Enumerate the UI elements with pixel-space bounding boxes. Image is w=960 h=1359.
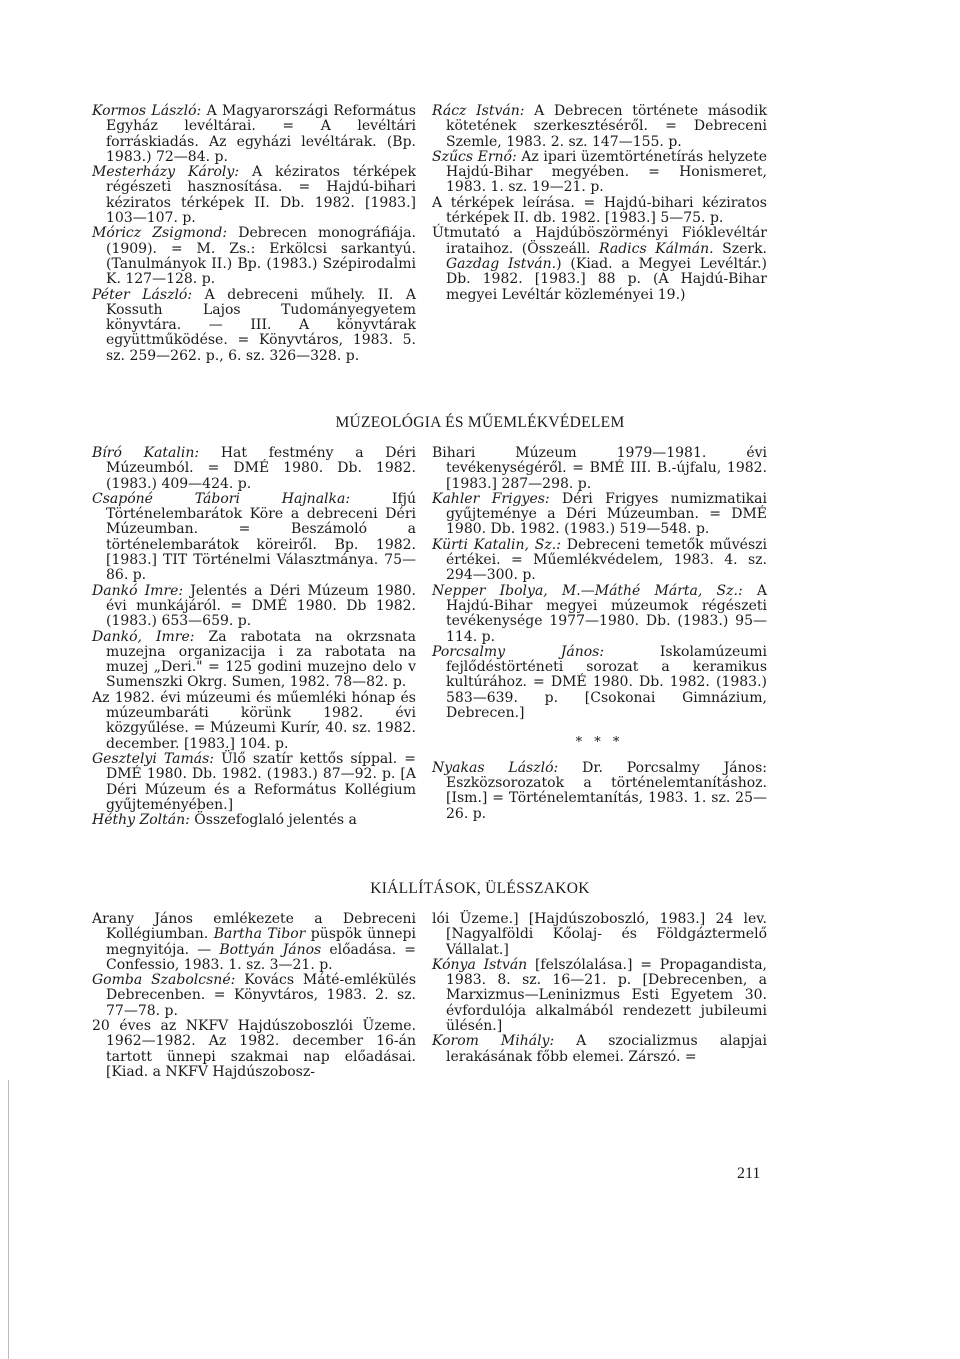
bib-entry — [92, 492, 416, 584]
entry-person: Bartha Tibor — [213, 926, 306, 943]
entry-author: Nepper Ibolya, M.—Máthé Márta, Sz.: — [432, 582, 743, 599]
entry-text: A Hajdú-Bihar megyei múzeumok régészeti tevékenysége 1977—1980. Db. (1983.) 95—114. p. — [446, 582, 768, 645]
exhib-right-column — [432, 912, 767, 1065]
bib-entry — [432, 1034, 767, 1065]
entry-author: Nyakas László: — [432, 759, 559, 776]
scan-edge-line — [8, 1080, 9, 1359]
entry-author: Kónya István — [432, 956, 528, 973]
entry-author: Kormos László: — [92, 103, 202, 119]
section-heading-museology: MÚZEOLÓGIA ÉS MŰEMLÉKVÉDELEM — [335, 414, 625, 431]
bib-entry — [92, 446, 416, 492]
entry-author: Rácz István: — [432, 103, 525, 119]
entry-author: Csapóné Tábori Hajnalka: — [92, 490, 351, 507]
bib-entry — [92, 104, 416, 165]
bib-entry — [432, 226, 767, 302]
bib-entry — [92, 752, 416, 813]
entry-text: A Magyarországi Református Egyház levéltárai. = A levéltári forráskiadás. Az egyházi levéltárak. (Bp. 1983.) 72—84. p. — [106, 103, 416, 165]
continued-entry: Bihari Múzeum 1979—1981. évi tevékenységéről. = BMÉ III. B.-újfalu, 1982. [1983.] 287—298. p. — [432, 445, 767, 492]
entry-author: Péter László: — [92, 286, 193, 303]
bib-entry — [432, 761, 767, 822]
entry-author: Gesztelyi Tamás: — [92, 750, 214, 767]
section-heading-exhibitions: KIÁLLÍTÁSOK, ÜLÉSSZAKOK — [370, 880, 590, 897]
entry-text: A szocializmus alapjai lerakásának főbb elemei. Zárszó. = — [446, 1033, 767, 1065]
entry-text: A kéziratos térképek régészeti hasznosítása. = Hajdú-bihari kéziratos térképek II. Db. 1982. [1983.] 103—107. p. — [106, 164, 416, 227]
entry-author: Dankó, Imre: — [92, 628, 195, 645]
bib-entry — [92, 288, 416, 364]
bib-entry — [92, 973, 416, 1019]
entry-text: előadása. = Confessio, 1983. 1. sz. 3—21. p. — [106, 941, 416, 973]
bib-entry — [92, 1019, 416, 1080]
entry-author: Szűcs Ernő: — [432, 148, 517, 165]
bib-entry — [432, 150, 767, 196]
entry-editor: Gazdag István. — [446, 255, 557, 272]
top-right-column — [432, 104, 767, 303]
bib-entry — [92, 630, 416, 691]
entry-text: Összefoglaló jelentés a — [189, 812, 357, 829]
bib-entry — [92, 691, 416, 752]
entry-text: Déri Frigyes numizmatikai gyűjteménye a Déri Múzeumban. = DMÉ 1980. Db. 1982. (1983.) 519—548. p. — [446, 490, 767, 538]
entry-author: Dankó Imre: — [92, 582, 184, 599]
entry-text: Ifjú Történelembarátok Köre a debreceni Déri Múzeumban. = Beszámoló a történelembarátok köreiről. Bp. 1982. [1983.] TIT Történelmi Választmánya. 75—86. p. — [106, 490, 416, 584]
bib-entry — [92, 813, 416, 828]
entry-text: Útmutató a Hajdúböszörményi Fióklevéltár irataihoz. (Összeáll. — [432, 225, 767, 257]
entry-text: Hat festmény a Déri Múzeumból. = DMÉ 1980. Db. 1982. (1983.) 409—424. p. — [106, 445, 416, 492]
entry-author: Bíró Katalin: — [92, 445, 200, 461]
entry-text: Debreceni temetők művészi értékei. = Műemlékvédelem, 1983. 4. sz. 294—300. p. — [446, 536, 767, 584]
bib-entry — [432, 645, 767, 721]
continued-entry: lói Üzeme.] [Hajdúszoboszló, 1983.] 24 lev. [Nagyalföldi Kőolaj- és Földgáztermelő Vállalat.] — [432, 911, 767, 958]
museum-right-column — [432, 446, 767, 822]
entry-text: 20 éves az NKFV Hajdúszoboszlói Üzeme. 1962—1982. Az 1982. december 16-án tartott ünnepi szakmai nap előadásai. [Kiad. a NKFV Hajdúszobosz- — [92, 1018, 416, 1080]
entry-text: A Debrecen története második kötetének szerkesztéséről. = Debreceni Szemle, 1983. 2. sz. 147—155. p. — [446, 103, 767, 150]
bib-entry — [432, 958, 767, 1034]
entry-person: Bottyán János — [219, 941, 322, 958]
entry-text: Za rabotata na okrzsnata muzejna organizacija i za rabotata na muzej „Deri." = 125 godini muzejno delo v Sumenszki Okrg. Sumen, 1982. 78—82. p. — [106, 628, 416, 691]
entry-text: Ülő szatír kettős síppal. = DMÉ 1980. Db. 1982. (1983.) 87—92. p. [A Déri Múzeum és a Református Kollégium gyűjteményében.] — [106, 750, 416, 813]
bib-entry — [432, 104, 767, 150]
entry-compiler: Radics Kálmán. — [599, 240, 714, 257]
entry-author: Gomba Szabolcsné: — [92, 972, 236, 989]
entry-text: Debrecen monográfiája. (1909). = M. Zs.: Erkölcsi sarkantyú. (Tanulmányok II.) Bp. (1983.) Szépirodalmi K. 127—128. p. — [106, 225, 416, 288]
bib-entry — [92, 226, 416, 287]
entry-text: A térképek leírása. = Hajdú-bihari kéziratos térképek II. db. 1982. [1983.] 5—75. p. — [432, 194, 767, 227]
entry-author: Kürti Katalin, Sz.: — [432, 536, 561, 553]
bib-entry — [432, 584, 767, 645]
entry-author: Mesterházy Károly: — [92, 164, 240, 181]
bib-entry — [92, 584, 416, 630]
entry-text: [felszólalása.] = Propagandista, 1983. 8. sz. 16—21. p. [Debrecenben, a Marxizmus—Leninizmus Esti Egyetem 30. évfordulója alkalmából rendezett jubileumi ülésén.] — [446, 956, 767, 1035]
museum-left-column — [92, 446, 416, 828]
entry-author: Porcsalmy János: — [432, 643, 605, 660]
entry-author: Kahler Frigyes: — [432, 490, 550, 507]
entry-text: Dr. Porcsalmy János: Eszközsorozatok a történelemtanításhoz. [Ism.] = Történelemtanítás, 1983. 1. sz. 25—26. p. — [446, 759, 767, 822]
entry-text: Szerk. — [713, 240, 767, 257]
entry-text: Iskolamúzeumi fejlődéstörténeti sorozat a keramikus kultúrához. = DMÉ 1980. Db. 1982. (1983.) 583—639. p. [Csokonai Gimnázium, Debrecen.] — [446, 643, 768, 722]
section-separator-stars: * * * — [575, 735, 624, 751]
bib-entry — [92, 165, 416, 226]
bib-entry — [432, 196, 767, 227]
bib-entry — [92, 912, 416, 973]
entry-text: Az 1982. évi múzeumi és műemléki hónap és múzeumbaráti körünk 1982. évi közgyűlése. = Múzeumi Kurír, 40. sz. 1982. december. [1983.] 104. p. — [92, 689, 416, 752]
entry-author: Korom Mihály: — [432, 1033, 555, 1050]
entry-text: A debreceni műhely. II. A Kossuth Lajos Tudományegyetem könyvtára. — III. A könyvtárak együttműködése. = Könyvtáros, 1983. 5. sz. 259—262. p., 6. sz. 326—328. p. — [106, 286, 416, 364]
page-number: 211 — [737, 1165, 761, 1182]
entry-text: Kovács Máté-emlékülés Debrecenben. = Könyvtáros, 1983. 2. sz. 77—78. p. — [106, 972, 417, 1019]
bib-entry — [432, 492, 767, 538]
bib-entry — [432, 538, 767, 584]
entry-text: püspök ünnepi megnyitója. — — [106, 926, 416, 958]
entry-author: Móricz Zsigmond: — [92, 225, 228, 242]
entry-text: Arany János emlékezete a Debreceni Kollégiumban. — [92, 911, 416, 943]
entry-text: Az ipari üzemtörténetírás helyzete Hajdú-Bihar megyében. = Honismeret, 1983. 1. sz. 19—21. p. — [446, 148, 767, 196]
entry-text: ) (Kiad. a Megyei Levéltár.) Db. 1982. [1983.] 88 p. (A Hajdú-Bihar megyei Levéltár közleményei 19.) — [446, 255, 767, 303]
entry-author: Héthy Zoltán: — [92, 812, 190, 829]
entry-text: Jelentés a Déri Múzeum 1980. évi munkájáról. = DMÉ 1980. Db 1982. (1983.) 653—659. p. — [106, 582, 416, 630]
exhib-left-column — [92, 912, 416, 1080]
top-left-column — [92, 104, 416, 364]
